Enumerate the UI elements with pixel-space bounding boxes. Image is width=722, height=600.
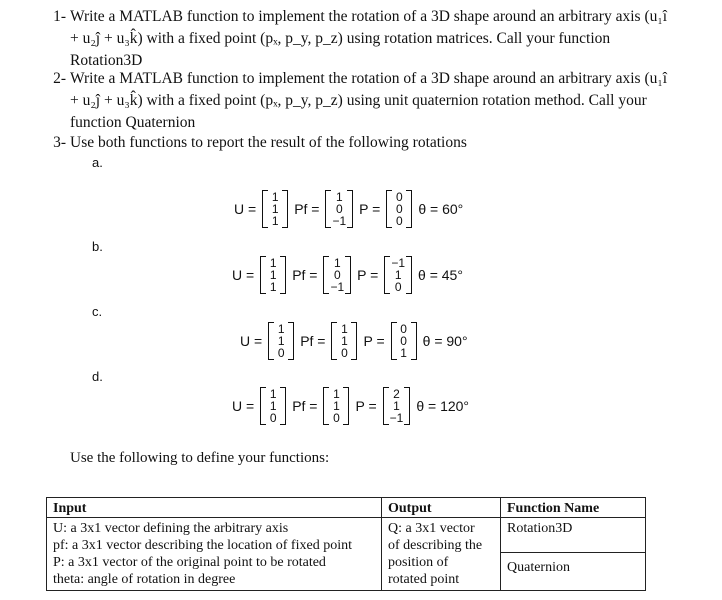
vector-entry: −1 [391, 256, 406, 270]
output-line: Q: a 3x1 vector [388, 521, 475, 536]
vector-entry: 1 [277, 334, 285, 348]
pf-vector [323, 256, 351, 294]
u-vector [262, 190, 288, 228]
input-line: pf: a 3x1 vector describing the location of fixed point [53, 538, 352, 553]
pf-vector [331, 322, 357, 360]
vector-entry: 0 [341, 346, 348, 360]
p-vector [383, 387, 411, 425]
vector-entry: 1 [269, 256, 277, 270]
function-name-quaternion: Quaternion [507, 560, 570, 575]
pf-label: Pf = [300, 333, 326, 349]
vector-entry: 2 [393, 387, 400, 401]
vector-entry: −1 [389, 411, 404, 425]
u-label: U = [234, 201, 257, 217]
p-label: P = [355, 398, 377, 414]
vector-entry: 1 [271, 214, 279, 228]
question-number: 3- [53, 134, 66, 151]
vector-entry: 1 [269, 280, 277, 294]
function-name-rotation3d: Rotation3D [501, 518, 645, 553]
vector-entry: 0 [269, 411, 277, 425]
vector-entry: 0 [394, 280, 402, 294]
pf-label: Pf = [292, 267, 318, 283]
p-vector [391, 322, 417, 360]
question-3 [22, 132, 702, 154]
u-label: U = [232, 398, 255, 414]
vector-entry: 1 [333, 256, 341, 270]
output-line: position of [388, 555, 449, 570]
vector-entry: 1 [269, 268, 277, 282]
inputs-cell [47, 518, 382, 591]
question-number: 2- [53, 70, 66, 87]
pf-label: Pf = [292, 398, 318, 414]
question-text: Write a MATLAB function to implement the rotation of a 3D shape around an arbitrary axis (u₁î + u₂ĵ + u₃k̂) with a fixed point (pₓ, p_y, p_z) using unit quaternion rotation method. Call your function Quaternion [70, 70, 668, 131]
theta-value: θ = 90° [422, 333, 468, 349]
vector-entry: 1 [269, 387, 277, 401]
vector-entry: 1 [341, 322, 348, 336]
function-spec-table [46, 497, 646, 591]
output-line: rotated point [388, 572, 460, 587]
vector-entry: 1 [394, 268, 402, 282]
equation-a [230, 190, 467, 228]
header-input: Input [47, 498, 382, 518]
theta-value: θ = 120° [416, 398, 470, 414]
input-line: P: a 3x1 vector of the original point to be rotated [53, 555, 326, 570]
question-number: 1- [53, 8, 66, 25]
question-2 [22, 68, 702, 134]
p-label: P = [359, 201, 381, 217]
vector-entry: 1 [393, 399, 400, 413]
pf-label: Pf = [294, 201, 320, 217]
case-label-d: d. [92, 369, 103, 384]
vector-entry: 0 [395, 190, 403, 204]
pf-vector [323, 387, 349, 425]
vector-entry: 1 [333, 387, 340, 401]
vector-entry: 1 [277, 322, 285, 336]
theta-value: θ = 60° [418, 201, 464, 217]
pf-vector [325, 190, 353, 228]
p-label: P = [363, 333, 385, 349]
input-line: theta: angle of rotation in degree [53, 572, 236, 587]
vector-entry: 1 [333, 399, 340, 413]
header-output: Output [382, 498, 501, 518]
p-label: P = [357, 267, 379, 283]
case-label-c: c. [92, 304, 103, 319]
vector-entry: 0 [395, 214, 403, 228]
vector-entry: 1 [271, 202, 279, 216]
p-vector [384, 256, 412, 294]
equation-d [228, 387, 473, 425]
vector-entry: 1 [269, 399, 277, 413]
vector-entry: 1 [335, 190, 343, 204]
input-line: U: a 3x1 vector defining the arbitrary axis [53, 521, 289, 536]
vector-entry: 0 [277, 346, 285, 360]
outputs-cell [382, 518, 501, 591]
u-label: U = [240, 333, 263, 349]
vector-entry: −1 [332, 214, 347, 228]
u-vector [260, 387, 286, 425]
vector-entry: 0 [335, 202, 343, 216]
vector-entry: 1 [341, 334, 348, 348]
vector-entry: 0 [395, 202, 403, 216]
table-intro: Use the following to define your functions: [70, 450, 330, 466]
vector-entry: 1 [271, 190, 279, 204]
case-label-a: a. [92, 155, 103, 170]
question-text: Use both functions to report the result of the following rotations [70, 134, 467, 151]
output-line: of describing the [388, 538, 483, 553]
vector-entry: −1 [330, 280, 345, 294]
vector-entry: 0 [333, 411, 340, 425]
u-vector [268, 322, 294, 360]
equation-c [236, 322, 472, 360]
question-text: Write a MATLAB function to implement the rotation of a 3D shape around an arbitrary axis (u₁î + u₂ĵ + u₃k̂) with a fixed point (pₓ, p_y, p_z) using rotation matrices. Call your function Rotation3D [70, 8, 668, 69]
vector-entry: 1 [400, 346, 407, 360]
u-label: U = [232, 267, 255, 283]
question-1 [22, 6, 702, 72]
vector-entry: 0 [333, 268, 341, 282]
p-vector [386, 190, 412, 228]
vector-entry: 0 [400, 334, 407, 348]
theta-value: θ = 45° [418, 267, 463, 283]
vector-entry: 0 [400, 322, 407, 336]
case-label-b: b. [92, 239, 103, 254]
equation-b [228, 256, 467, 294]
header-function-name: Function Name [501, 498, 646, 518]
names-cell [501, 518, 646, 591]
u-vector [260, 256, 286, 294]
